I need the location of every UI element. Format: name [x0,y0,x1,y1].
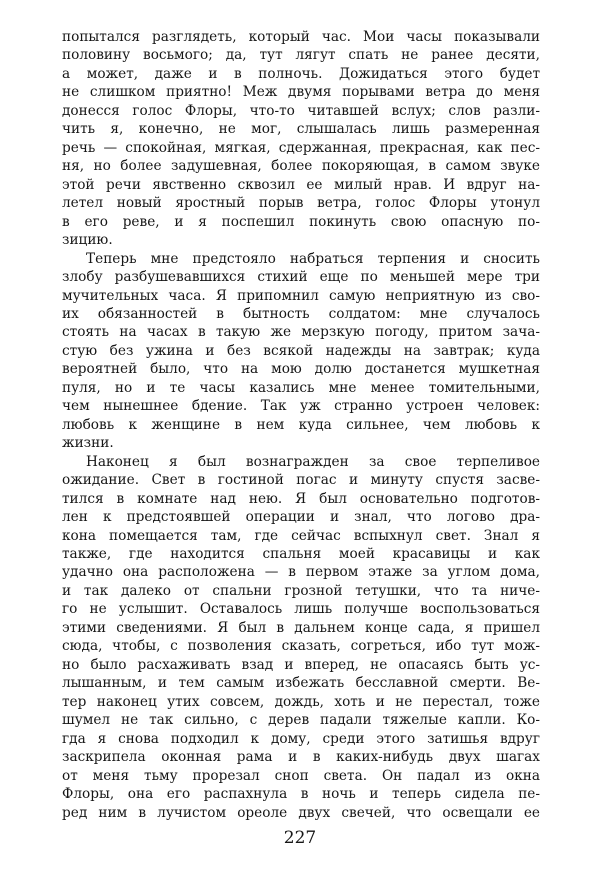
text-line: жизни. [62,435,114,452]
text-line: сюда, чтобы, с позволения сказать, согреться, ибо тут мож- [62,638,540,655]
text-line: но было расхаживать взад и вперед, не опасаясь быть ус- [62,656,540,673]
text-line: шумел не так сильно, с дерев падали тяжелые капли. Ко- [62,712,540,729]
text-line: половину восьмого; да, тут лягут спать не ранее десяти, [62,47,540,64]
text-line: Теперь мне предстояло набраться терпения и сносить [86,250,540,267]
text-line: летел новый яростный порыв ветра, голос Флоры утонул [62,195,540,212]
text-line: ожидание. Свет в гостиной погас и минуту спустя засве- [62,472,540,489]
text-line: любовь к женщине в нем куда сильнее, чем любовь к [62,416,540,433]
text-line: также, где находится спальня моей красавицы и как [62,546,540,563]
text-line: удачно она расположена — в первом этаже за углом дома, [62,564,540,581]
text-line: Флоры, она его распахнула в ночь и теперь сидела пе- [62,786,540,803]
text-line: вероятней было, что на мою долю достанется мушкетная [62,361,540,378]
text-line: заскрипела оконная рама и в каких-нибудь двух шагах [62,749,540,766]
text-line: лышанным, и тем самым избежать бесславной смерти. Ве- [62,675,540,692]
text-line: злобу разбушевавшихся стихий еще по меньшей мере три [62,269,540,286]
text-line: лен к предстоявшей операции и знал, что логово дра- [62,509,540,526]
text-line: не слишком приятно! Меж двумя порывами ветра до меня [62,84,540,101]
text-line: стоять на часах в такую же мерзкую погоду, притом зача- [62,324,540,341]
text-line: гда я снова подходил к дому, среди этого затишья вдруг [62,730,540,747]
text-line: пуля, но и те часы казались мне менее томительными, [62,379,540,396]
text-line: кона помещается там, где сейчас вспыхнул свет. Знал я [62,527,540,544]
text-line: чить я, конечно, не мог, слышалась лишь размеренная [62,121,540,138]
text-line: тился в комнате над нею. Я был основательно подготов- [62,490,540,507]
text-line: Наконец я был вознагражден за свое терпеливое [86,453,540,470]
text-line: а может, даже и в полночь. Дожидаться этого будет [62,65,540,82]
text-line: их обязанностей в бытность солдатом: мне случалось [62,305,540,322]
text-line: чем нынешнее бдение. Так уж странно устроен человек: [62,398,540,415]
text-line: этими сведениями. Я был в дальнем конце сада, я пришел [62,619,540,636]
text-line: мучительных часа. Я припомнил самую неприятную из сво- [62,287,540,304]
text-line: в его реве, и я поспешил покинуть свою опасную по- [62,213,540,230]
text-line: от меня тьму прорезал сноп света. Он падал из окна [62,767,540,784]
text-line: донесся голос Флоры, что-то читавшей вслух; слов разли- [62,102,540,119]
page-number: 227 [283,828,317,848]
text-line: го не услышит. Оставалось лишь получше воспользоваться [62,601,540,618]
text-line: ред ним в лучистом ореоле двух свечей, что освещали ее [62,804,540,821]
text-line: попытался разглядеть, который час. Мои часы показывали [62,29,540,45]
text-line: тер наконец утих совсем, дождь, хоть и не перестал, тоже [62,693,540,710]
text-line: речь — спокойная, мягкая, сдержанная, прекрасная, как пес- [62,139,540,156]
text-line: и так далеко от спальни грозной тетушки, что та ниче- [62,582,540,599]
text-line: этой речи явственно сквозил ее милый нрав. И вдруг на- [62,176,540,193]
text-line: зицию. [62,232,113,249]
text-line: стую без ужина и без всякой надежды на завтрак; куда [62,342,540,359]
text-line: ня, но более задушевная, более покоряющая, в самом звуке [62,158,540,175]
